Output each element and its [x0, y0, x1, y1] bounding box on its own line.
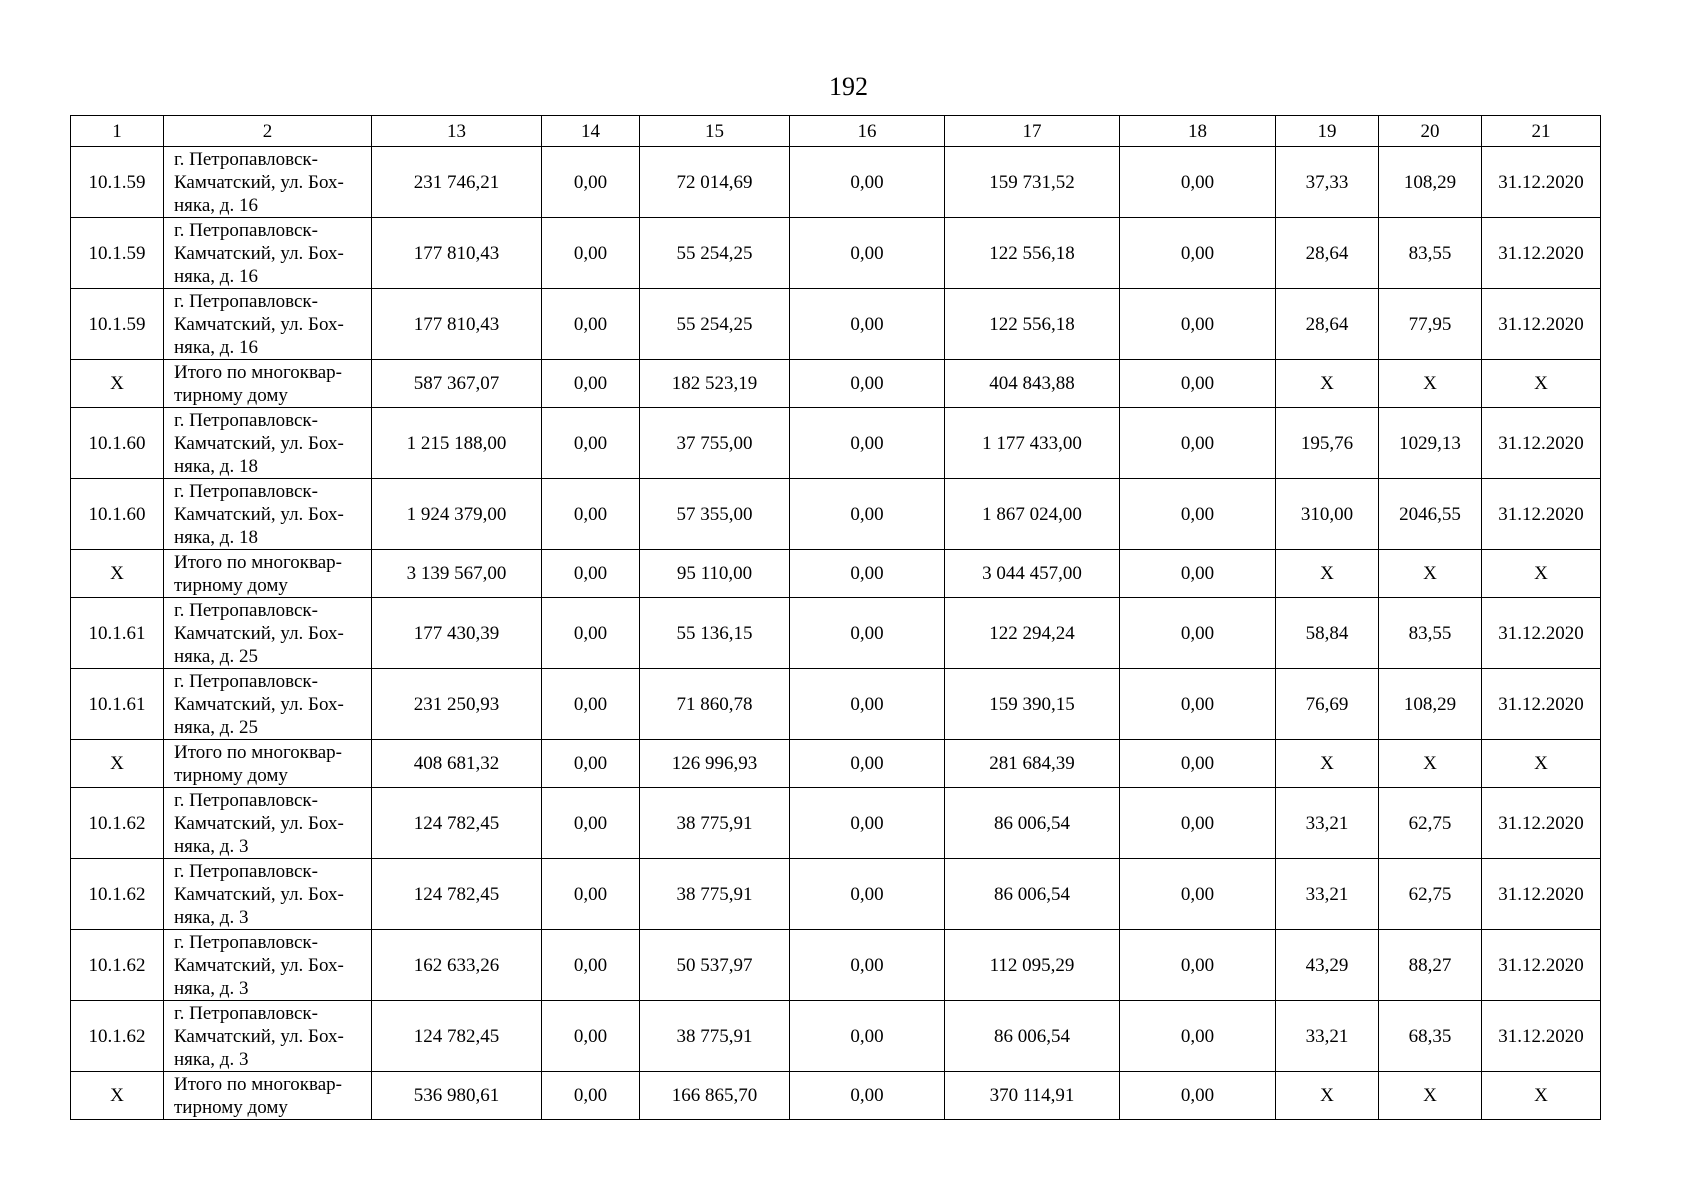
col-14-cell: 0,00 [542, 669, 640, 740]
col-21-cell: Х [1482, 1072, 1601, 1120]
address-cell: г. Петропавловск- Камчатский, ул. Бох- няка, д. 3 [164, 788, 372, 859]
col-15-cell: 166 865,70 [640, 1072, 790, 1120]
col-13-cell: 162 633,26 [372, 930, 542, 1001]
col-20-cell: 2046,55 [1379, 479, 1482, 550]
table-row [71, 930, 1601, 1001]
column-header: 16 [790, 116, 945, 147]
col-17-cell: 86 006,54 [945, 788, 1120, 859]
total-row [71, 550, 1601, 598]
col-14-cell: 0,00 [542, 147, 640, 218]
row-number-cell: 10.1.59 [71, 147, 164, 218]
col-17-cell: 86 006,54 [945, 1001, 1120, 1072]
col-15-cell: 55 254,25 [640, 289, 790, 360]
col-15-cell: 55 254,25 [640, 218, 790, 289]
col-18-cell: 0,00 [1120, 669, 1276, 740]
column-header: 15 [640, 116, 790, 147]
col-17-cell: 159 731,52 [945, 147, 1120, 218]
col-19-cell: 33,21 [1276, 1001, 1379, 1072]
address-cell: г. Петропавловск- Камчатский, ул. Бох- няка, д. 25 [164, 598, 372, 669]
col-18-cell: 0,00 [1120, 1001, 1276, 1072]
table-row [71, 147, 1601, 218]
col-13-cell: 231 250,93 [372, 669, 542, 740]
row-number-cell: Х [71, 1072, 164, 1120]
col-14-cell: 0,00 [542, 479, 640, 550]
row-number-cell: 10.1.60 [71, 479, 164, 550]
col-14-cell: 0,00 [542, 408, 640, 479]
page-number: 192 [829, 72, 868, 101]
col-19-cell: Х [1276, 360, 1379, 408]
col-18-cell: 0,00 [1120, 550, 1276, 598]
address-cell: г. Петропавловск- Камчатский, ул. Бох- няка, д. 18 [164, 408, 372, 479]
table-row [71, 408, 1601, 479]
col-16-cell: 0,00 [790, 147, 945, 218]
col-13-cell: 408 681,32 [372, 740, 542, 788]
col-19-cell: 76,69 [1276, 669, 1379, 740]
col-18-cell: 0,00 [1120, 598, 1276, 669]
col-21-cell: 31.12.2020 [1482, 408, 1601, 479]
col-16-cell: 0,00 [790, 740, 945, 788]
total-row [71, 1072, 1601, 1120]
col-20-cell: 88,27 [1379, 930, 1482, 1001]
col-15-cell: 71 860,78 [640, 669, 790, 740]
col-20-cell: 68,35 [1379, 1001, 1482, 1072]
address-cell: г. Петропавловск- Камчатский, ул. Бох- няка, д. 3 [164, 859, 372, 930]
col-17-cell: 404 843,88 [945, 360, 1120, 408]
col-14-cell: 0,00 [542, 740, 640, 788]
col-19-cell: 195,76 [1276, 408, 1379, 479]
table-row [71, 598, 1601, 669]
total-row [71, 740, 1601, 788]
col-21-cell: Х [1482, 740, 1601, 788]
col-17-cell: 281 684,39 [945, 740, 1120, 788]
col-18-cell: 0,00 [1120, 408, 1276, 479]
column-header: 14 [542, 116, 640, 147]
column-header: 20 [1379, 116, 1482, 147]
col-20-cell: 108,29 [1379, 147, 1482, 218]
col-13-cell: 177 810,43 [372, 289, 542, 360]
address-cell: Итого по многоквар- тирному дому [164, 740, 372, 788]
col-21-cell: 31.12.2020 [1482, 289, 1601, 360]
col-14-cell: 0,00 [542, 1001, 640, 1072]
col-16-cell: 0,00 [790, 1001, 945, 1072]
col-18-cell: 0,00 [1120, 788, 1276, 859]
col-20-cell: 1029,13 [1379, 408, 1482, 479]
col-16-cell: 0,00 [790, 788, 945, 859]
col-16-cell: 0,00 [790, 930, 945, 1001]
col-19-cell: 37,33 [1276, 147, 1379, 218]
col-17-cell: 1 867 024,00 [945, 479, 1120, 550]
col-14-cell: 0,00 [542, 930, 640, 1001]
col-20-cell: Х [1379, 1072, 1482, 1120]
col-16-cell: 0,00 [790, 289, 945, 360]
row-number-cell: 10.1.60 [71, 408, 164, 479]
col-16-cell: 0,00 [790, 859, 945, 930]
col-18-cell: 0,00 [1120, 218, 1276, 289]
row-number-cell: Х [71, 740, 164, 788]
address-cell: Итого по многоквар- тирному дому [164, 360, 372, 408]
col-13-cell: 587 367,07 [372, 360, 542, 408]
col-16-cell: 0,00 [790, 408, 945, 479]
address-cell: Итого по многоквар- тирному дому [164, 1072, 372, 1120]
col-21-cell: 31.12.2020 [1482, 218, 1601, 289]
row-number-cell: Х [71, 360, 164, 408]
col-14-cell: 0,00 [542, 550, 640, 598]
col-20-cell: 83,55 [1379, 598, 1482, 669]
address-cell: г. Петропавловск- Камчатский, ул. Бох- няка, д. 16 [164, 289, 372, 360]
col-17-cell: 86 006,54 [945, 859, 1120, 930]
col-17-cell: 3 044 457,00 [945, 550, 1120, 598]
col-21-cell: 31.12.2020 [1482, 1001, 1601, 1072]
address-cell: г. Петропавловск- Камчатский, ул. Бох- няка, д. 25 [164, 669, 372, 740]
col-13-cell: 124 782,45 [372, 788, 542, 859]
col-16-cell: 0,00 [790, 669, 945, 740]
col-16-cell: 0,00 [790, 218, 945, 289]
col-13-cell: 177 810,43 [372, 218, 542, 289]
col-17-cell: 112 095,29 [945, 930, 1120, 1001]
col-16-cell: 0,00 [790, 360, 945, 408]
column-header: 19 [1276, 116, 1379, 147]
col-17-cell: 159 390,15 [945, 669, 1120, 740]
col-21-cell: 31.12.2020 [1482, 930, 1601, 1001]
row-number-cell: 10.1.61 [71, 669, 164, 740]
data-table [70, 115, 1601, 1120]
col-15-cell: 57 355,00 [640, 479, 790, 550]
col-21-cell: 31.12.2020 [1482, 479, 1601, 550]
table-row [71, 289, 1601, 360]
col-21-cell: 31.12.2020 [1482, 859, 1601, 930]
col-19-cell: 28,64 [1276, 218, 1379, 289]
col-18-cell: 0,00 [1120, 740, 1276, 788]
col-15-cell: 126 996,93 [640, 740, 790, 788]
col-14-cell: 0,00 [542, 598, 640, 669]
col-16-cell: 0,00 [790, 598, 945, 669]
col-13-cell: 124 782,45 [372, 859, 542, 930]
row-number-cell: 10.1.59 [71, 218, 164, 289]
col-21-cell: 31.12.2020 [1482, 598, 1601, 669]
col-15-cell: 182 523,19 [640, 360, 790, 408]
col-21-cell: 31.12.2020 [1482, 788, 1601, 859]
col-20-cell: 83,55 [1379, 218, 1482, 289]
col-19-cell: 33,21 [1276, 859, 1379, 930]
row-number-cell: 10.1.62 [71, 859, 164, 930]
col-14-cell: 0,00 [542, 1072, 640, 1120]
col-16-cell: 0,00 [790, 479, 945, 550]
table-row [71, 479, 1601, 550]
column-header: 1 [71, 116, 164, 147]
col-19-cell: 33,21 [1276, 788, 1379, 859]
col-19-cell: 28,64 [1276, 289, 1379, 360]
col-16-cell: 0,00 [790, 550, 945, 598]
col-17-cell: 122 556,18 [945, 289, 1120, 360]
col-13-cell: 1 924 379,00 [372, 479, 542, 550]
row-number-cell: 10.1.61 [71, 598, 164, 669]
col-15-cell: 50 537,97 [640, 930, 790, 1001]
col-17-cell: 370 114,91 [945, 1072, 1120, 1120]
col-20-cell: 62,75 [1379, 788, 1482, 859]
col-17-cell: 122 294,24 [945, 598, 1120, 669]
col-18-cell: 0,00 [1120, 147, 1276, 218]
col-18-cell: 0,00 [1120, 360, 1276, 408]
table-row [71, 218, 1601, 289]
col-13-cell: 1 215 188,00 [372, 408, 542, 479]
col-20-cell: 108,29 [1379, 669, 1482, 740]
column-header: 18 [1120, 116, 1276, 147]
row-number-cell: Х [71, 550, 164, 598]
col-20-cell: 77,95 [1379, 289, 1482, 360]
col-21-cell: Х [1482, 360, 1601, 408]
col-21-cell: Х [1482, 550, 1601, 598]
address-cell: г. Петропавловск- Камчатский, ул. Бох- няка, д. 16 [164, 147, 372, 218]
col-13-cell: 177 430,39 [372, 598, 542, 669]
row-number-cell: 10.1.62 [71, 1001, 164, 1072]
col-14-cell: 0,00 [542, 859, 640, 930]
table-body [71, 147, 1601, 1120]
col-20-cell: Х [1379, 550, 1482, 598]
table-row [71, 788, 1601, 859]
address-cell: г. Петропавловск- Камчатский, ул. Бох- няка, д. 16 [164, 218, 372, 289]
col-18-cell: 0,00 [1120, 930, 1276, 1001]
col-18-cell: 0,00 [1120, 859, 1276, 930]
column-header: 13 [372, 116, 542, 147]
col-20-cell: Х [1379, 360, 1482, 408]
col-19-cell: 310,00 [1276, 479, 1379, 550]
col-15-cell: 95 110,00 [640, 550, 790, 598]
col-15-cell: 38 775,91 [640, 788, 790, 859]
address-cell: Итого по многоквар- тирному дому [164, 550, 372, 598]
col-13-cell: 3 139 567,00 [372, 550, 542, 598]
col-20-cell: 62,75 [1379, 859, 1482, 930]
col-15-cell: 38 775,91 [640, 1001, 790, 1072]
col-21-cell: 31.12.2020 [1482, 147, 1601, 218]
col-18-cell: 0,00 [1120, 289, 1276, 360]
col-14-cell: 0,00 [542, 289, 640, 360]
col-13-cell: 124 782,45 [372, 1001, 542, 1072]
col-17-cell: 1 177 433,00 [945, 408, 1120, 479]
table-row [71, 669, 1601, 740]
row-number-cell: 10.1.59 [71, 289, 164, 360]
address-cell: г. Петропавловск- Камчатский, ул. Бох- няка, д. 3 [164, 1001, 372, 1072]
col-21-cell: 31.12.2020 [1482, 669, 1601, 740]
col-14-cell: 0,00 [542, 788, 640, 859]
column-header: 21 [1482, 116, 1601, 147]
col-19-cell: Х [1276, 740, 1379, 788]
address-cell: г. Петропавловск- Камчатский, ул. Бох- няка, д. 18 [164, 479, 372, 550]
col-19-cell: Х [1276, 550, 1379, 598]
row-number-cell: 10.1.62 [71, 788, 164, 859]
col-15-cell: 72 014,69 [640, 147, 790, 218]
column-header: 2 [164, 116, 372, 147]
col-18-cell: 0,00 [1120, 1072, 1276, 1120]
row-number-cell: 10.1.62 [71, 930, 164, 1001]
address-cell: г. Петропавловск- Камчатский, ул. Бох- няка, д. 3 [164, 930, 372, 1001]
col-14-cell: 0,00 [542, 360, 640, 408]
col-13-cell: 536 980,61 [372, 1072, 542, 1120]
col-15-cell: 37 755,00 [640, 408, 790, 479]
total-row [71, 360, 1601, 408]
table-row [71, 1001, 1601, 1072]
column-header: 17 [945, 116, 1120, 147]
col-14-cell: 0,00 [542, 218, 640, 289]
col-16-cell: 0,00 [790, 1072, 945, 1120]
col-18-cell: 0,00 [1120, 479, 1276, 550]
col-15-cell: 38 775,91 [640, 859, 790, 930]
header-row [71, 116, 1601, 147]
col-17-cell: 122 556,18 [945, 218, 1120, 289]
col-19-cell: 43,29 [1276, 930, 1379, 1001]
table-row [71, 859, 1601, 930]
col-15-cell: 55 136,15 [640, 598, 790, 669]
col-20-cell: Х [1379, 740, 1482, 788]
col-13-cell: 231 746,21 [372, 147, 542, 218]
col-19-cell: Х [1276, 1072, 1379, 1120]
col-19-cell: 58,84 [1276, 598, 1379, 669]
